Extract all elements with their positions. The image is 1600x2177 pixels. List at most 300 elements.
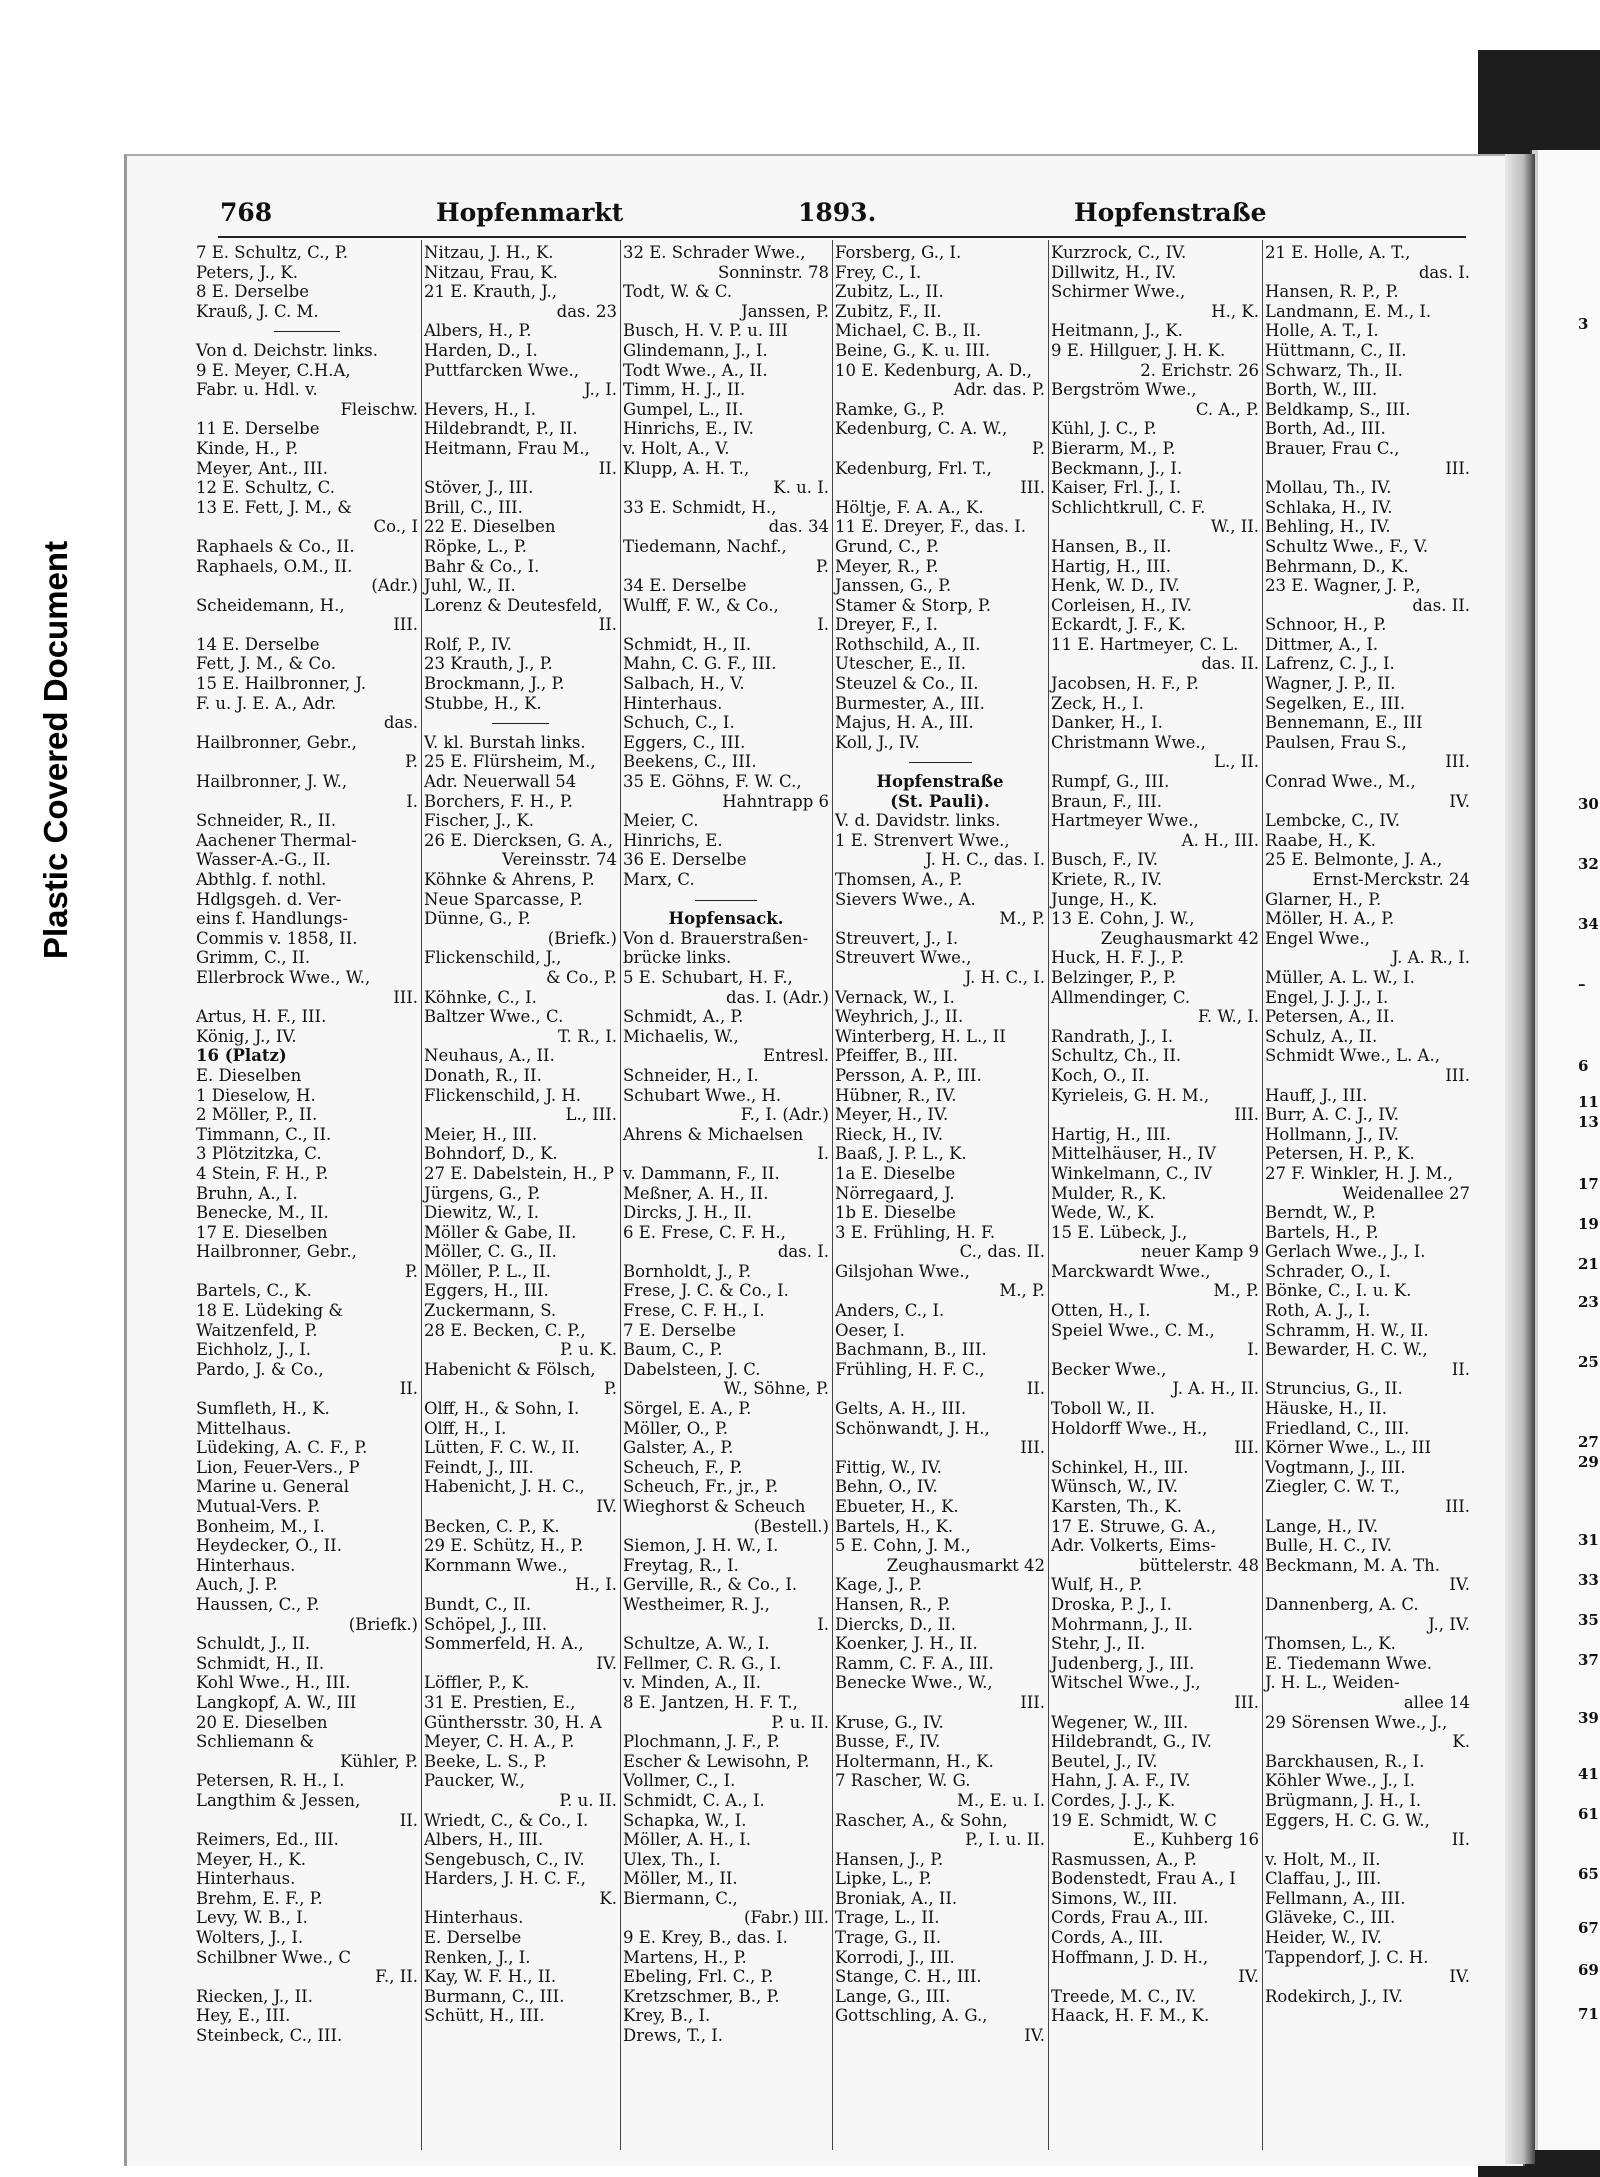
directory-entry-line: Haack, H. F. M., K. — [1051, 2006, 1210, 2026]
directory-entry-line: Ellerbrock Wwe., W., — [196, 967, 371, 987]
directory-entry-line: Mittelhäuser, H., IV — [1051, 1144, 1216, 1164]
directory-entry-line: Gläveke, C., III. — [1265, 1908, 1396, 1928]
directory-entry-line: Häuske, H., II. — [1265, 1399, 1387, 1419]
directory-entry-line: Wolters, J., I. — [196, 1928, 304, 1948]
directory-entry-line: Koenker, J. H., II. — [835, 1634, 978, 1654]
directory-entry-line: Persson, A. P., III. — [835, 1065, 982, 1085]
adjacent-page-number: 25 — [1578, 1353, 1599, 1371]
directory-entry-line: Schuch, C., I. — [623, 713, 735, 733]
year-heading: 1893. — [798, 198, 877, 227]
directory-entry-line: Struncius, G., II. — [1265, 1379, 1403, 1399]
directory-entry-line: Hdlgsgeh. d. Ver- — [196, 889, 342, 909]
directory-entry-line: Treede, M. C., IV. — [1051, 1986, 1197, 2006]
directory-entry-line: Bergström Wwe., — [1051, 380, 1197, 400]
directory-entry-line: Eckardt, J. F., K. — [1051, 615, 1186, 635]
adjacent-page-number: 32 — [1578, 855, 1599, 873]
directory-entry-line: Mahn, C. G. F., III. — [623, 654, 777, 674]
directory-entry-line: Ernst-Merckstr. 24 — [1312, 870, 1470, 889]
directory-entry-line: K. — [1452, 1732, 1470, 1752]
directory-entry-line: Vernack, W., I. — [835, 987, 955, 1007]
directory-entry-line: Müller, A. L. W., I. — [1265, 967, 1415, 987]
directory-entry-line: Levy, W. B., I. — [196, 1908, 308, 1928]
directory-entry-line: Hartmeyer Wwe., — [1051, 811, 1199, 831]
directory-entry-line: Donath, R., II. — [424, 1065, 542, 1085]
directory-entry-line: Cordes, J. J., K. — [1051, 1790, 1176, 1810]
directory-entry-line: Scheuch, Fr., jr., P. — [623, 1477, 779, 1497]
directory-entry-line: Kretzschmer, B., P. — [623, 1986, 780, 2006]
directory-entry-line: König, J., IV. — [196, 1026, 297, 1046]
directory-entry-line: Aachener Thermal- — [196, 830, 357, 850]
directory-entry-line: Friedland, C., III. — [1265, 1418, 1410, 1438]
directory-entry-line: Bonheim, M., I. — [196, 1516, 325, 1536]
plastic-covered-label: Plastic Covered Document — [37, 540, 74, 960]
directory-entry-line: Vollmer, C., I. — [623, 1771, 736, 1791]
directory-entry-line: 28 E. Becken, C. P., — [424, 1320, 586, 1340]
directory-entry-line: Flickenschild, J., — [424, 948, 562, 968]
directory-entry-line: Fittig, W., IV. — [835, 1457, 942, 1477]
directory-entry-line: Rothschild, A., II. — [835, 634, 981, 654]
directory-column-3 — [623, 243, 829, 2046]
directory-entry-line: Schnoor, H., P. — [1265, 615, 1387, 635]
directory-entry-line: F. u. J. E. A., Adr. — [196, 693, 337, 713]
directory-entry-line: Zeughausmarkt 42 — [886, 1555, 1045, 1575]
directory-entry-line: Kinde, H., P. — [196, 438, 299, 458]
directory-entry-line: Paulsen, Frau S., — [1265, 732, 1407, 752]
directory-entry-line: Trage, G., II. — [835, 1928, 942, 1948]
directory-entry-line: Schrader, O., I. — [1265, 1261, 1391, 1281]
directory-entry-line: Hauff, J., III. — [1265, 1085, 1368, 1105]
directory-entry-line: 31 E. Prestien, E., — [424, 1692, 576, 1712]
directory-entry-line: Otten, H., I. — [1051, 1301, 1151, 1321]
directory-entry-line: Anders, C., I. — [835, 1301, 945, 1321]
directory-entry-line: Löffler, P., K. — [424, 1673, 530, 1693]
directory-entry-line: Glindemann, J., I. — [623, 340, 768, 360]
directory-entry-line: eins f. Handlungs- — [196, 909, 348, 929]
directory-entry-line: Haussen, C., P. — [196, 1594, 320, 1614]
directory-entry-line: Hinterhaus. — [196, 1555, 296, 1575]
directory-entry-line: Köhler Wwe., J., I. — [1265, 1771, 1416, 1791]
directory-entry-line: Juhl, W., II. — [424, 576, 516, 596]
directory-entry-line: Schilbner Wwe., C — [196, 1947, 352, 1967]
directory-entry-line: Schlichtkrull, C. F. — [1051, 497, 1206, 517]
directory-entry-line: 33 E. Schmidt, H., — [623, 497, 777, 517]
directory-entry-line: 12 E. Schultz, C. — [196, 478, 335, 498]
directory-entry-line: Rasmussen, A., P. — [1051, 1849, 1197, 1869]
directory-entry-line: Benecke Wwe., W., — [835, 1673, 993, 1693]
directory-entry-line: Bornholdt, J., P. — [623, 1261, 752, 1281]
directory-entry-line: III. — [393, 615, 418, 635]
directory-entry-line: Rumpf, G., III. — [1051, 772, 1170, 792]
directory-entry-line: Berndt, W., P. — [1265, 1203, 1376, 1223]
directory-entry-line: das. I. (Adr.) — [725, 987, 829, 1007]
directory-entry-line: Kedenburg, Frl. T., — [835, 458, 992, 478]
directory-entry-line: F., II. — [375, 1967, 418, 1987]
adjacent-page-number: 69 — [1578, 1961, 1599, 1979]
directory-entry-line: Wieghorst & Scheuch — [623, 1497, 806, 1516]
directory-entry-line: Hinterhaus. — [196, 1869, 296, 1889]
directory-entry-line: Gilsjohan Wwe., — [835, 1261, 970, 1281]
directory-entry-line: Randrath, J., I. — [1051, 1026, 1174, 1046]
directory-entry-line: Lion, Feuer-Vers., P — [196, 1457, 360, 1477]
directory-entry-line: Beeke, L. S., P. — [424, 1751, 547, 1771]
directory-entry-line: Hartig, H., III. — [1051, 556, 1171, 576]
directory-entry-line: Bierarm, M., P. — [1051, 438, 1176, 458]
directory-entry-line: Schmidt, C. A., I. — [623, 1790, 765, 1810]
directory-entry-line: Nörregaard, J. — [835, 1183, 955, 1203]
directory-entry-line: Harders, J. H. C. F., — [424, 1869, 586, 1889]
directory-entry-line: Mulder, R., K. — [1051, 1183, 1167, 1203]
page-fold-shadow — [1505, 154, 1535, 2164]
directory-entry-line: Bahr & Co., I. — [424, 556, 540, 576]
directory-entry-line: Karsten, Th., K. — [1051, 1497, 1182, 1516]
directory-entry-line: M., P. — [999, 1281, 1045, 1301]
directory-entry-line: 35 E. Göhns, F. W. C., — [623, 772, 802, 792]
directory-entry-line: Timmann, C., II. — [196, 1124, 332, 1144]
directory-entry-line: P. — [603, 1379, 617, 1399]
directory-entry-line: Dannenberg, A. C. — [1265, 1594, 1419, 1614]
directory-entry-line: Benecke, M., II. — [196, 1203, 329, 1223]
directory-entry-line: Zubitz, L., II. — [835, 282, 944, 302]
directory-entry-line: 15 E. Hailbronner, J. — [196, 674, 367, 694]
directory-entry-line: Schneider, H., I. — [623, 1065, 759, 1085]
directory-entry-line: (Adr.) — [371, 576, 418, 596]
directory-entry-line: P. u. K. — [560, 1340, 617, 1360]
directory-entry-line: Schultze, A. W., I. — [623, 1634, 770, 1654]
directory-entry-line: 6 E. Frese, C. F. H., — [623, 1222, 786, 1242]
directory-entry-line: Eggers, H., III. — [424, 1281, 549, 1301]
directory-column-2 — [424, 243, 617, 2026]
directory-entry-line: II. — [399, 1810, 418, 1830]
directory-entry-line: P. — [1031, 438, 1045, 458]
directory-entry-line: J. A. R., I. — [1391, 948, 1470, 968]
directory-entry-line: Pfeiffer, B., III. — [835, 1046, 958, 1066]
directory-entry-line: Judenberg, J., III. — [1051, 1653, 1195, 1673]
directory-entry-line: 22 E. Dieselben — [424, 517, 556, 537]
directory-entry-line: Hinrichs, E. — [623, 830, 723, 850]
directory-entry-line: Kohl Wwe., H., III. — [196, 1673, 351, 1693]
directory-entry-line: Kruse, G., IV. — [835, 1712, 944, 1732]
directory-entry-line: 9 E. Krey, B., das. I. — [623, 1928, 788, 1948]
directory-entry-line: M., E. u. I. — [956, 1790, 1045, 1810]
directory-entry-line: 9 E. Meyer, C.H.A, — [196, 360, 351, 380]
directory-entry-line: Ahrens & Michaelsen — [623, 1124, 804, 1144]
directory-entry-line: Holtermann, H., K. — [835, 1751, 994, 1771]
directory-entry-line: 13 E. Cohn, J. W., — [1051, 909, 1195, 929]
directory-entry-line: Glarner, H., P. — [1265, 889, 1382, 909]
directory-entry-line: Raphaels & Co., II. — [196, 536, 355, 556]
directory-entry-line: Möller, P. L., II. — [424, 1261, 551, 1281]
directory-entry-line: (Briefk.) — [547, 928, 617, 948]
directory-entry-line: Reimers, Ed., III. — [196, 1830, 339, 1850]
directory-entry-line: III. — [393, 987, 418, 1007]
directory-entry-line: 36 E. Derselbe — [623, 850, 747, 870]
directory-entry-line: Hevers, H., I. — [424, 399, 536, 419]
directory-entry-line: Hailbronner, J. W., — [196, 772, 348, 792]
directory-entry-line: Kühl, J. C., P. — [1051, 419, 1157, 439]
directory-entry-line: Lange, H., IV. — [1265, 1516, 1379, 1536]
directory-entry-line: v. Dammann, F., II. — [623, 1163, 780, 1183]
directory-entry-line: 1b E. Dieselbe — [835, 1203, 956, 1223]
directory-entry-line: Burmann, C., III. — [424, 1986, 565, 2006]
directory-entry-line: Lange, G., III. — [835, 1986, 951, 2006]
directory-entry-line: Kedenburg, C. A. W., — [835, 419, 1008, 439]
adjacent-page-number: 33 — [1578, 1571, 1599, 1589]
directory-entry-line: Meyer, R., P. — [835, 556, 939, 576]
directory-entry-line: Plochmann, J. F., P. — [623, 1732, 780, 1752]
directory-entry-line: v. Holt, A., V. — [623, 438, 730, 458]
directory-entry-line: IV. — [596, 1653, 617, 1673]
adjacent-page-number: 41 — [1578, 1765, 1599, 1783]
directory-entry-line: Kyrieleis, G. H. M., — [1051, 1085, 1210, 1105]
directory-entry-line: Belzinger, P., P. — [1051, 967, 1177, 987]
directory-column-1 — [196, 243, 418, 2046]
adjacent-page-number: 27 — [1578, 1433, 1599, 1451]
directory-entry-line: Stöver, J., III. — [424, 478, 534, 498]
directory-entry-line: J. H. C., das. I. — [925, 850, 1045, 870]
directory-entry-line: Hildebrandt, P., II. — [424, 419, 578, 439]
directory-entry-line: Vogtmann, J., III. — [1265, 1457, 1406, 1477]
directory-entry-line: Co., I — [373, 517, 418, 537]
directory-entry-line: Auch, J. P. — [196, 1575, 278, 1595]
directory-entry-line: Rodekirch, J., IV. — [1265, 1986, 1404, 2006]
directory-entry-line: 21 E. Holle, A. T., — [1265, 243, 1411, 262]
directory-entry-line: Michaelis, W., — [623, 1026, 739, 1046]
directory-entry-line: Segelken, E., III. — [1265, 693, 1406, 713]
directory-entry-line: 25 E. Belmonte, J. A., — [1265, 850, 1443, 870]
directory-entry-line: IV. — [1238, 1967, 1259, 1987]
directory-entry-line: Huck, H. F. J., P. — [1051, 948, 1185, 968]
directory-entry-line: Hailbronner, Gebr., — [196, 732, 357, 752]
directory-entry-line: Busse, F., IV. — [835, 1732, 941, 1752]
adjacent-page-number: 71 — [1578, 2005, 1599, 2023]
directory-entry-line: Krauß, J. C. M. — [196, 301, 319, 321]
directory-entry-line: Schmidt, H., II. — [623, 634, 752, 654]
directory-entry-line: III. — [1020, 478, 1045, 498]
directory-entry-line: Korrodi, J., III. — [835, 1947, 955, 1967]
directory-entry-line: (Fabr.) III. — [744, 1908, 829, 1928]
directory-entry-line: Bulle, H. C., IV. — [1265, 1536, 1393, 1556]
directory-entry-line: H., K. — [1211, 301, 1259, 321]
directory-entry-line: Meyer, Ant., III. — [196, 458, 329, 478]
directory-entry-line: Feindt, J., III. — [424, 1457, 534, 1477]
directory-entry-line: das. 23 — [556, 301, 617, 321]
directory-entry-line: 5 E. Cohn, J. M., — [835, 1536, 971, 1556]
directory-entry-line: Bachmann, B., III. — [835, 1340, 987, 1360]
directory-entry-line: 7 Rascher, W. G. — [835, 1771, 971, 1791]
directory-entry-line: III. — [1020, 1438, 1045, 1458]
directory-entry-line: Habenicht, J. H. C., — [424, 1477, 585, 1497]
directory-entry-line: Kühler, P. — [340, 1751, 418, 1771]
directory-entry-line: Burmester, A., III. — [835, 693, 985, 713]
directory-entry-line: Scheuch, F., P. — [623, 1457, 743, 1477]
directory-entry-line: IV. — [1449, 1575, 1470, 1595]
directory-entry-line: Grimm, C., II. — [196, 948, 311, 968]
directory-entry-line: Droska, P. J., I. — [1051, 1594, 1172, 1614]
directory-entry-line: Sonninstr. 78 — [717, 262, 829, 282]
directory-entry-line: P. — [815, 556, 829, 576]
directory-entry-line: Martens, H., P. — [623, 1947, 747, 1967]
directory-entry-line: Frese, C. F. H., I. — [623, 1301, 765, 1321]
directory-entry-line: Gerlach Wwe., J., I. — [1265, 1242, 1426, 1262]
directory-entry-line: Schramm, H. W., II. — [1265, 1320, 1429, 1340]
directory-entry-line: 8 E. Jantzen, H. F. T., — [623, 1692, 798, 1712]
directory-entry-line: Hansen, R. P., P. — [1265, 282, 1399, 302]
directory-entry-line: Krey, B., I. — [623, 2006, 711, 2026]
directory-entry-line: 7 E. Schultz, C., P. — [196, 243, 348, 262]
directory-entry-line: A. H., III. — [1181, 830, 1259, 850]
directory-column-6 — [1265, 243, 1470, 2006]
directory-entry-line: Schirmer Wwe., — [1051, 282, 1186, 302]
directory-entry-line: Ebueter, H., K. — [835, 1497, 959, 1516]
directory-entry-line: Stange, C. H., III. — [835, 1967, 982, 1987]
directory-entry-line: Hoffmann, J. D. H., — [1051, 1947, 1209, 1967]
directory-entry-line: brücke links. — [623, 948, 732, 968]
directory-entry-line: 26 E. Diercksen, G. A., — [424, 830, 614, 850]
directory-entry-line: Artus, H. F., III. — [196, 1007, 327, 1027]
directory-entry-line: Hinterhaus. — [424, 1908, 524, 1928]
directory-entry-line: Klupp, A. H. T., — [623, 458, 750, 478]
directory-entry-line: Dircks, J. H., II. — [623, 1203, 752, 1223]
directory-entry-line: III. — [1234, 1105, 1259, 1125]
directory-entry-line: Hinrichs, E., IV. — [623, 419, 754, 439]
directory-entry-line: Bartels, H., K. — [835, 1516, 954, 1536]
directory-entry-line: Frühling, H. F. C., — [835, 1359, 985, 1379]
directory-entry-line: Rascher, A., & Sohn, — [835, 1810, 1008, 1830]
directory-entry-line: Fett, J. M., & Co. — [196, 654, 336, 674]
directory-entry-line: Beldkamp, S., III. — [1265, 399, 1411, 419]
directory-entry-line: Entresl. — [763, 1046, 829, 1066]
directory-entry-line: Hübner, R., IV. — [835, 1085, 957, 1105]
directory-entry-line: 1 E. Strenvert Wwe., — [835, 830, 1010, 850]
directory-entry-line: Galster, A., P. — [623, 1438, 734, 1458]
directory-entry-line: v. Minden, A., II. — [623, 1673, 762, 1693]
adjacent-page-number: 31 — [1578, 1531, 1599, 1549]
directory-entry-line: Bönke, C., I. u. K. — [1265, 1281, 1412, 1301]
directory-entry-line: Tiedemann, Nachf., — [623, 536, 787, 556]
directory-entry-line: Sengebusch, C., IV. — [424, 1849, 585, 1869]
directory-entry-line: Schultz, Ch., II. — [1051, 1046, 1182, 1066]
adjacent-page-number: 6 — [1578, 1057, 1589, 1075]
directory-entry-line: 29 Sörensen Wwe., J., — [1265, 1712, 1448, 1732]
directory-entry-line: 27 F. Winkler, H. J. M., — [1265, 1163, 1453, 1183]
directory-entry-line: Wasser-A.-G., II. — [196, 850, 331, 870]
directory-entry-line: Majus, H. A., III. — [835, 713, 974, 733]
directory-entry-line: das. II. — [1201, 654, 1259, 674]
directory-entry-line: Todt Wwe., A., II. — [623, 360, 768, 380]
directory-entry-line: Siemon, J. H. W., I. — [623, 1536, 779, 1556]
directory-entry-line: Thomsen, A., P. — [835, 870, 963, 889]
directory-entry-line: v. Holt, M., II. — [1265, 1849, 1381, 1869]
directory-entry-line: II. — [1451, 1830, 1470, 1850]
directory-entry-line: Hüttmann, C., II. — [1265, 340, 1407, 360]
adjacent-page-number: 37 — [1578, 1651, 1599, 1669]
directory-entry-line: P. u. II. — [771, 1712, 829, 1732]
directory-entry-line: Conrad Wwe., M., — [1265, 772, 1416, 792]
directory-entry-line: Lüdeking, A. C. F., P. — [196, 1438, 368, 1458]
directory-entry-line: Fellmann, A., III. — [1265, 1888, 1406, 1908]
directory-entry-line: das. I. — [1418, 262, 1470, 282]
section-heading: (St. Pauli). — [890, 791, 990, 811]
directory-entry-line: P. — [404, 752, 418, 772]
directory-entry-line: Neuhaus, A., II. — [424, 1046, 555, 1066]
directory-entry-line: III. — [1445, 458, 1470, 478]
page-number: 768 — [220, 198, 273, 227]
directory-entry-line: Allmendinger, C. — [1051, 987, 1191, 1007]
directory-entry-line: Drews, T., I. — [623, 2026, 724, 2046]
directory-entry-line: Borchers, F. H., P. — [424, 791, 573, 811]
adjacent-page-number: 39 — [1578, 1709, 1599, 1727]
directory-entry-line: neuer Kamp 9 — [1140, 1242, 1259, 1262]
directory-entry-line: Schwarz, Th., II. — [1265, 360, 1403, 380]
directory-entry-line: 17 E. Dieselben — [196, 1222, 328, 1242]
directory-entry-line: Sumfleth, H., K. — [196, 1399, 330, 1419]
directory-entry-line: 18 E. Lüdeking & — [196, 1301, 344, 1321]
directory-entry-line: Mutual-Vers. P. — [196, 1497, 321, 1516]
directory-entry-line: I. — [817, 1614, 829, 1634]
directory-entry-line: Fellmer, C. R. G., I. — [623, 1653, 782, 1673]
directory-entry-line: Koch, O., II. — [1051, 1065, 1150, 1085]
directory-entry-line: 17 E. Struwe, G. A., — [1051, 1516, 1217, 1536]
directory-entry-line: Hansen, B., II. — [1051, 536, 1172, 556]
directory-entry-line: Heitmann, Frau M., — [424, 438, 590, 458]
directory-entry-line: E. Derselbe — [424, 1928, 522, 1948]
directory-entry-line: Röpke, L., P. — [424, 536, 527, 556]
adjacent-page-number: 21 — [1578, 1255, 1599, 1273]
directory-entry-line: 27 E. Dabelstein, H., P — [424, 1163, 614, 1183]
directory-entry-line: 15 E. Lübeck, J., — [1051, 1222, 1188, 1242]
directory-entry-line: Nitzau, Frau, K. — [424, 262, 558, 282]
directory-entry-line: P., I. u. II. — [965, 1830, 1045, 1850]
directory-entry-line: H., I. — [575, 1575, 617, 1595]
directory-entry-line: Schönwandt, J. H., — [835, 1418, 990, 1438]
directory-entry-line: allee 14 — [1403, 1692, 1470, 1712]
directory-entry-line: Heider, W., IV. — [1265, 1928, 1382, 1948]
directory-entry-line: Wagner, J. P., II. — [1265, 674, 1396, 694]
directory-entry-line: Winterberg, H. L., II — [835, 1026, 1006, 1046]
directory-entry-line: Fleischw. — [340, 399, 418, 419]
directory-entry-line: Heitmann, J., K. — [1051, 321, 1183, 341]
directory-entry-line: Frey, C., I. — [835, 262, 922, 282]
directory-entry-line: Baltzer Wwe., C. — [424, 1007, 564, 1027]
directory-entry-line: 8 E. Derselbe — [196, 282, 309, 302]
directory-entry-line: 32 E. Schrader Wwe., — [623, 243, 806, 262]
directory-entry-line: Paucker, W., — [424, 1771, 525, 1791]
directory-entry-line: Winkelmann, C., IV — [1051, 1163, 1213, 1183]
directory-entry-line: Wulff, F. W., & Co., — [623, 595, 779, 615]
section-heading: Hopfensack. — [668, 909, 784, 929]
adjacent-page-number: 19 — [1578, 1215, 1599, 1233]
directory-entry-line: Albers, H., III. — [424, 1830, 544, 1850]
directory-entry-line: Roth, A. J., I. — [1265, 1301, 1371, 1321]
directory-entry-line: Lafrenz, C. J., I. — [1265, 654, 1395, 674]
directory-entry-line: Hahntrapp 6 — [722, 791, 829, 811]
directory-entry-line: Gelts, A. H., III. — [835, 1399, 967, 1419]
directory-entry-line: Hahn, J. A. F., IV. — [1051, 1771, 1191, 1791]
directory-entry-line: Olff, H., I. — [424, 1418, 507, 1438]
directory-entry-line: Janssen, P. — [741, 301, 829, 321]
directory-entry-line: Peters, J., K. — [196, 262, 299, 282]
directory-entry-line: Thomsen, L., K. — [1265, 1634, 1396, 1654]
directory-entry-line: II. — [598, 458, 617, 478]
directory-entry-line: Bartels, H., P. — [1265, 1222, 1379, 1242]
directory-entry-line: Köhnke, C., I. — [424, 987, 537, 1007]
directory-entry-line: Riecken, J., II. — [196, 1986, 313, 2006]
directory-entry-line: 1 Dieselow, H. — [196, 1085, 316, 1105]
directory-entry-line: 16 (Platz) — [196, 1046, 287, 1066]
directory-entry-line: I. — [1247, 1340, 1259, 1360]
directory-entry-line: IV. — [596, 1497, 617, 1516]
directory-entry-line: Behrmann, D., K. — [1265, 556, 1409, 576]
